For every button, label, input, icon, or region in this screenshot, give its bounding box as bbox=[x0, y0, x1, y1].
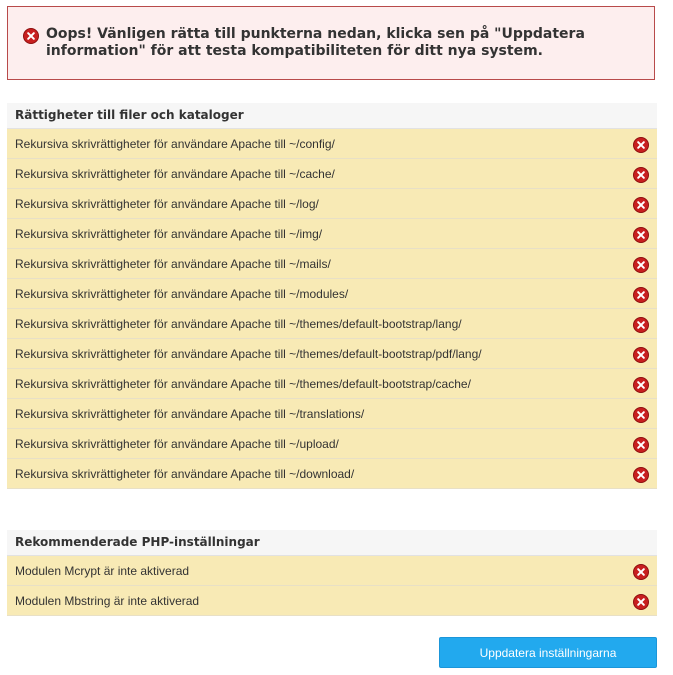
list-item bbox=[7, 556, 657, 586]
list-item-label: Rekursiva skrivrättigheter för användare Apache till ~/log/ bbox=[15, 197, 319, 211]
error-icon bbox=[633, 197, 649, 213]
error-icon bbox=[633, 594, 649, 610]
list-item-label: Rekursiva skrivrättigheter för användare Apache till ~/mails/ bbox=[15, 257, 331, 271]
list-item bbox=[7, 339, 657, 369]
error-icon bbox=[633, 467, 649, 483]
list-item bbox=[7, 399, 657, 429]
list-item-label: Rekursiva skrivrättigheter för användare Apache till ~/img/ bbox=[15, 227, 323, 241]
list-item-label: Modulen Mbstring är inte aktiverad bbox=[15, 594, 200, 608]
error-icon bbox=[633, 227, 649, 243]
error-icon bbox=[633, 564, 649, 580]
error-icon bbox=[633, 167, 649, 183]
list-item bbox=[7, 129, 657, 159]
list-item bbox=[7, 279, 657, 309]
list-item-label: Modulen Mcrypt är inte aktiverad bbox=[15, 564, 190, 578]
error-icon bbox=[633, 317, 649, 333]
error-icon bbox=[633, 377, 649, 393]
list-item-label: Rekursiva skrivrättigheter för användare Apache till ~/cache/ bbox=[15, 167, 335, 181]
list-item-label: Rekursiva skrivrättigheter för användare Apache till ~/download/ bbox=[15, 467, 355, 481]
update-settings-button[interactable]: Uppdatera inställningarna bbox=[439, 637, 657, 668]
list-item bbox=[7, 369, 657, 399]
list-item bbox=[7, 219, 657, 249]
file-permissions-section bbox=[7, 103, 657, 489]
list-item bbox=[7, 309, 657, 339]
error-icon bbox=[633, 137, 649, 153]
list-item bbox=[7, 586, 657, 616]
list-item bbox=[7, 159, 657, 189]
list-item-label: Rekursiva skrivrättigheter för användare Apache till ~/themes/default-bootstrap/pdf/lang/ bbox=[15, 347, 482, 361]
error-icon bbox=[633, 347, 649, 363]
list-item-label: Rekursiva skrivrättigheter för användare Apache till ~/themes/default-bootstrap/lang/ bbox=[15, 317, 462, 331]
list-item-label: Rekursiva skrivrättigheter för användare Apache till ~/themes/default-bootstrap/cache/ bbox=[15, 377, 471, 391]
error-icon bbox=[633, 287, 649, 303]
error-icon bbox=[633, 257, 649, 273]
alert-message: Oops! Vänligen rätta till punkterna nedan, klicka sen på "Uppdatera information" för att testa kompatibiliteten för ditt nya system. bbox=[46, 26, 585, 59]
section-title: Rättigheter till filer och kataloger bbox=[7, 103, 657, 129]
list-item bbox=[7, 189, 657, 219]
error-alert bbox=[7, 6, 655, 80]
error-icon bbox=[633, 407, 649, 423]
list-item bbox=[7, 249, 657, 279]
error-icon bbox=[633, 437, 649, 453]
php-settings-section bbox=[7, 530, 657, 616]
section-title: Rekommenderade PHP-inställningar bbox=[7, 530, 657, 556]
error-icon bbox=[23, 28, 39, 44]
list-item-label: Rekursiva skrivrättigheter för användare Apache till ~/modules/ bbox=[15, 287, 349, 301]
list-item-label: Rekursiva skrivrättigheter för användare Apache till ~/translations/ bbox=[15, 407, 365, 421]
list-item bbox=[7, 459, 657, 489]
list-item-label: Rekursiva skrivrättigheter för användare Apache till ~/config/ bbox=[15, 137, 335, 151]
list-item-label: Rekursiva skrivrättigheter för användare Apache till ~/upload/ bbox=[15, 437, 339, 451]
list-item bbox=[7, 429, 657, 459]
